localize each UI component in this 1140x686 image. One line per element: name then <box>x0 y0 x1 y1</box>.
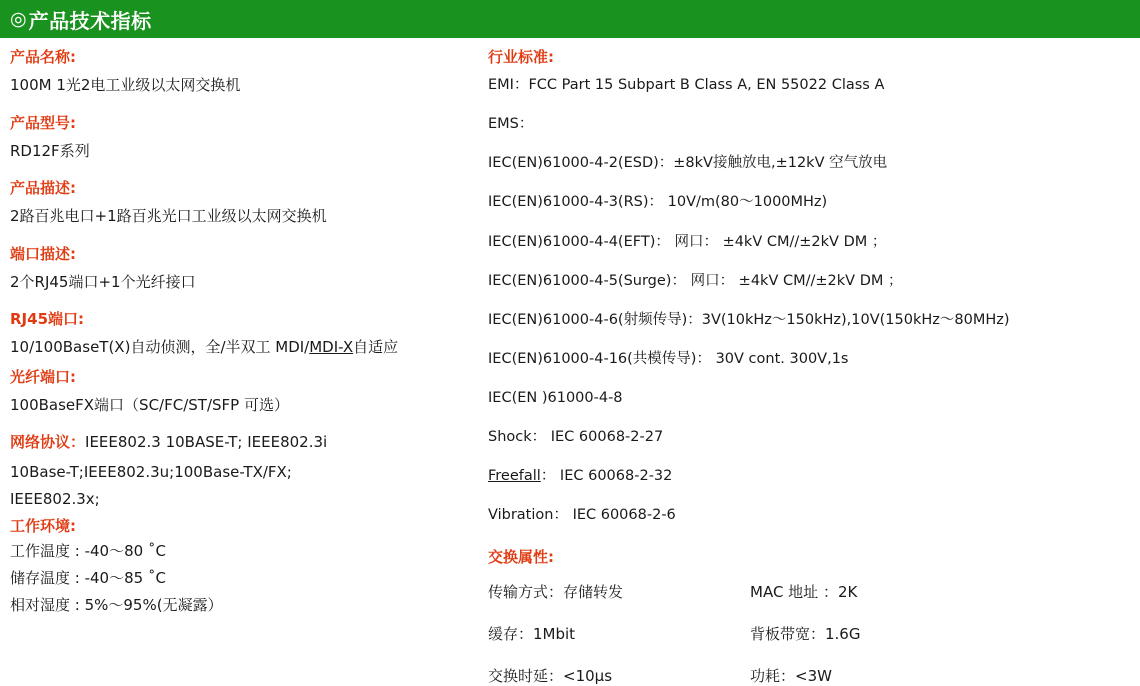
page-title: 产品技术指标 <box>28 8 152 33</box>
vibration-standard-line: Vibration： IEC 60068-2-6 <box>488 507 676 524</box>
fiber-port-label: 光纤端口: <box>10 367 76 386</box>
working-environment-values <box>10 541 470 616</box>
port-description-value: 2个RJ45端口+1个光纤接口 <box>10 272 196 291</box>
product-name-value: 100M 1光2电工业级以太网交换机 <box>10 76 241 94</box>
operating-temperature: 工作温度 : -40～80 ˚C <box>10 541 166 560</box>
standard-line: IEC(EN )61000-4-8 <box>488 390 623 406</box>
freefall-standard-line <box>488 467 1140 485</box>
product-name-label: 产品名称: <box>10 48 76 66</box>
standard-line: IEC(EN)61000-4-6(射频传导)：3V(10kHz～150kHz),10V(150kHz～80MHz) <box>488 311 1010 328</box>
attribute-key: 缓存：1Mbit <box>488 624 576 643</box>
standard-line: IEC(EN)61000-4-4(EFT)： 网口： ±4kV CM//±2kV DM ； <box>488 233 887 250</box>
network-protocol-value: IEEE802.3 10BASE-T; IEEE802.3i <box>85 433 328 451</box>
freefall-underline-text: Freefall <box>488 468 541 485</box>
page-header <box>0 0 1140 38</box>
right-column <box>470 38 1140 686</box>
port-description-label: 端口描述: <box>10 244 76 263</box>
relative-humidity: 相对湿度 : 5%～95%(无凝露） <box>10 596 223 614</box>
rj45-value-pre: 10/100BaseT(X)自动侦测，全/半双工 MDI/ <box>10 338 310 356</box>
product-description-value: 2路百兆电口+1路百兆光口工业级以太网交换机 <box>10 207 327 225</box>
network-protocol-label: 网络协议： <box>10 433 86 451</box>
switch-attributes-label: 交换属性: <box>488 547 554 566</box>
standard-line: Shock： IEC 60068-2-27 <box>488 429 664 446</box>
standard-line: EMS： <box>488 116 534 133</box>
network-protocol-line3: IEEE802.3x; <box>10 489 100 508</box>
attribute-value: 功耗：<3W <box>750 666 832 685</box>
storage-temperature: 储存温度 : -40～85 ˚C <box>10 568 166 587</box>
standard-line: EMI：FCC Part 15 Subpart B Class A, EN 55022 Class A <box>488 77 885 93</box>
network-protocol-row <box>10 433 470 453</box>
standard-line: IEC(EN)61000-4-5(Surge)： 网口： ±4kV CM//±2kV DM ； <box>488 272 903 289</box>
industry-standards-label: 行业标准: <box>488 48 554 66</box>
network-protocol-line2: 10Base-T;IEEE802.3u;100Base-TX/FX; <box>10 462 292 481</box>
standard-line: IEC(EN)61000-4-2(ESD)：±8kV接触放电,±12kV 空气放电 <box>488 155 888 172</box>
product-model-value: RD12F系列 <box>10 141 90 160</box>
circle-target-icon: ◎ <box>10 8 27 30</box>
rj45-value-post: 自适应 <box>353 338 399 356</box>
rj45-value-underline: MDI-X <box>309 338 354 356</box>
rj45-port-value <box>10 338 470 358</box>
spec-columns <box>0 38 1140 686</box>
switch-attributes-grid <box>488 581 1140 686</box>
attribute-value: MAC 地址 ：2K <box>750 582 858 601</box>
freefall-rest-text: ： IEC 60068-2-32 <box>540 468 673 485</box>
rj45-port-label: RJ45端口: <box>10 310 85 328</box>
fiber-port-value: 100BaseFX端口（SC/FC/ST/SFP 可选） <box>10 395 289 414</box>
working-environment-label: 工作环境: <box>10 516 76 535</box>
standard-line: IEC(EN)61000-4-3(RS)： 10V/m(80～1000MHz) <box>488 194 828 211</box>
attribute-key: 交换时延：<10μs <box>488 666 613 685</box>
product-model-label: 产品型号: <box>10 113 76 132</box>
left-column <box>0 38 470 686</box>
product-description-label: 产品描述: <box>10 179 76 197</box>
attribute-value: 背板带宽：1.6G <box>750 624 861 643</box>
attribute-key: 传输方式：存储转发 <box>488 582 624 601</box>
standard-line: IEC(EN)61000-4-16(共模传导)： 30V cont. 300V,1s <box>488 350 849 367</box>
